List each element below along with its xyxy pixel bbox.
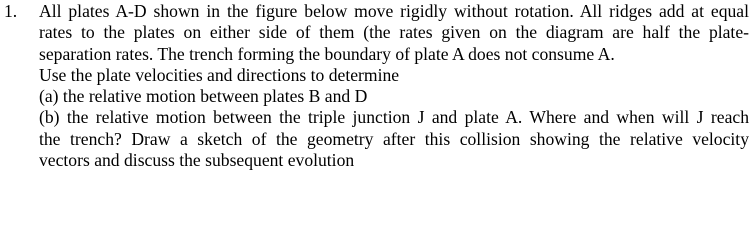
question-part-b: (b) the relative motion between the triple junction J and plate A. Where and when will J reach xyxy=(39,107,749,128)
question-line-4: Use the plate velocities and directions to determine xyxy=(39,64,400,85)
question-line-7: the trench? Draw a sketch of the geometry after this collision showing the relative velocity xyxy=(39,128,749,149)
question-text xyxy=(4,1,749,171)
question-part-a: (a) the relative motion between plates B and D xyxy=(39,86,368,107)
question-line-text: All plates A-D shown in the figure below move rigidly without rotation. All ridges add at equal xyxy=(39,1,749,21)
question-number: 1. xyxy=(4,1,18,21)
question-line-3: separation rates. The trench forming the boundary of plate A does not consume A. xyxy=(39,43,615,64)
question-line-8: vectors and discuss the subsequent evolution xyxy=(39,150,355,171)
question-line-1 xyxy=(4,1,749,22)
question-line-2: rates to the plates on either side of them (the rates given on the diagram are half the plate- xyxy=(39,22,749,43)
